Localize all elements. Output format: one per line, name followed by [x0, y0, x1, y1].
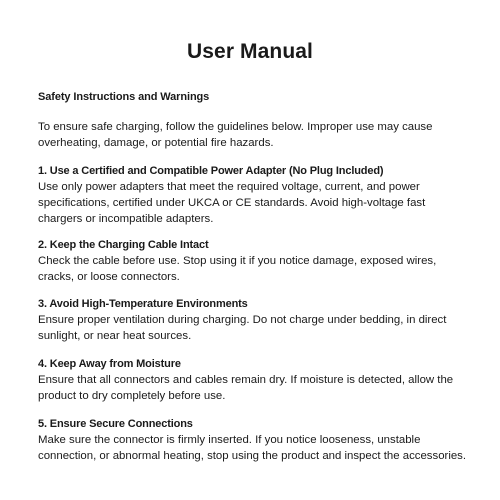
- safety-item-heading: 2. Keep the Charging Cable Intact: [38, 239, 209, 251]
- safety-item-heading: 4. Keep Away from Moisture: [38, 358, 181, 370]
- safety-item-heading: 1. Use a Certified and Compatible Power Adapter (No Plug Included): [38, 165, 384, 177]
- safety-item-5: [38, 416, 470, 464]
- safety-item-4: [38, 356, 470, 404]
- safety-item-body: Check the cable before use. Stop using it if you notice damage, exposed wires, cracks, or loose connectors.: [38, 255, 437, 283]
- section-heading: Safety Instructions and Warnings: [38, 91, 210, 103]
- safety-item-body: Ensure that all connectors and cables remain dry. If moisture is detected, allow the product to dry completely before use.: [38, 374, 454, 402]
- safety-item-1: [38, 163, 470, 227]
- intro-paragraph: To ensure safe charging, follow the guidelines below. Improper use may cause overheating, damage, or potential fire hazards.: [38, 121, 433, 149]
- safety-item-heading: 5. Ensure Secure Connections: [38, 418, 193, 430]
- safety-item-heading: 3. Avoid High-Temperature Environments: [38, 298, 248, 310]
- safety-item-3: [38, 296, 470, 344]
- safety-item-2: [38, 237, 470, 285]
- safety-item-body: Ensure proper ventilation during charging. Do not charge under bedding, in direct sunlight, or near heat sources.: [38, 314, 447, 342]
- page-title: User Manual: [187, 40, 313, 63]
- safety-item-body: Make sure the connector is firmly inserted. If you notice looseness, unstable connection, or abnormal heating, stop using the product and inspect the accessories.: [38, 434, 467, 462]
- safety-item-body: Use only power adapters that meet the required voltage, current, and power specifications, certified under UKCA or CE standards. Avoid high-voltage fast chargers or incompatible adapters.: [38, 181, 426, 225]
